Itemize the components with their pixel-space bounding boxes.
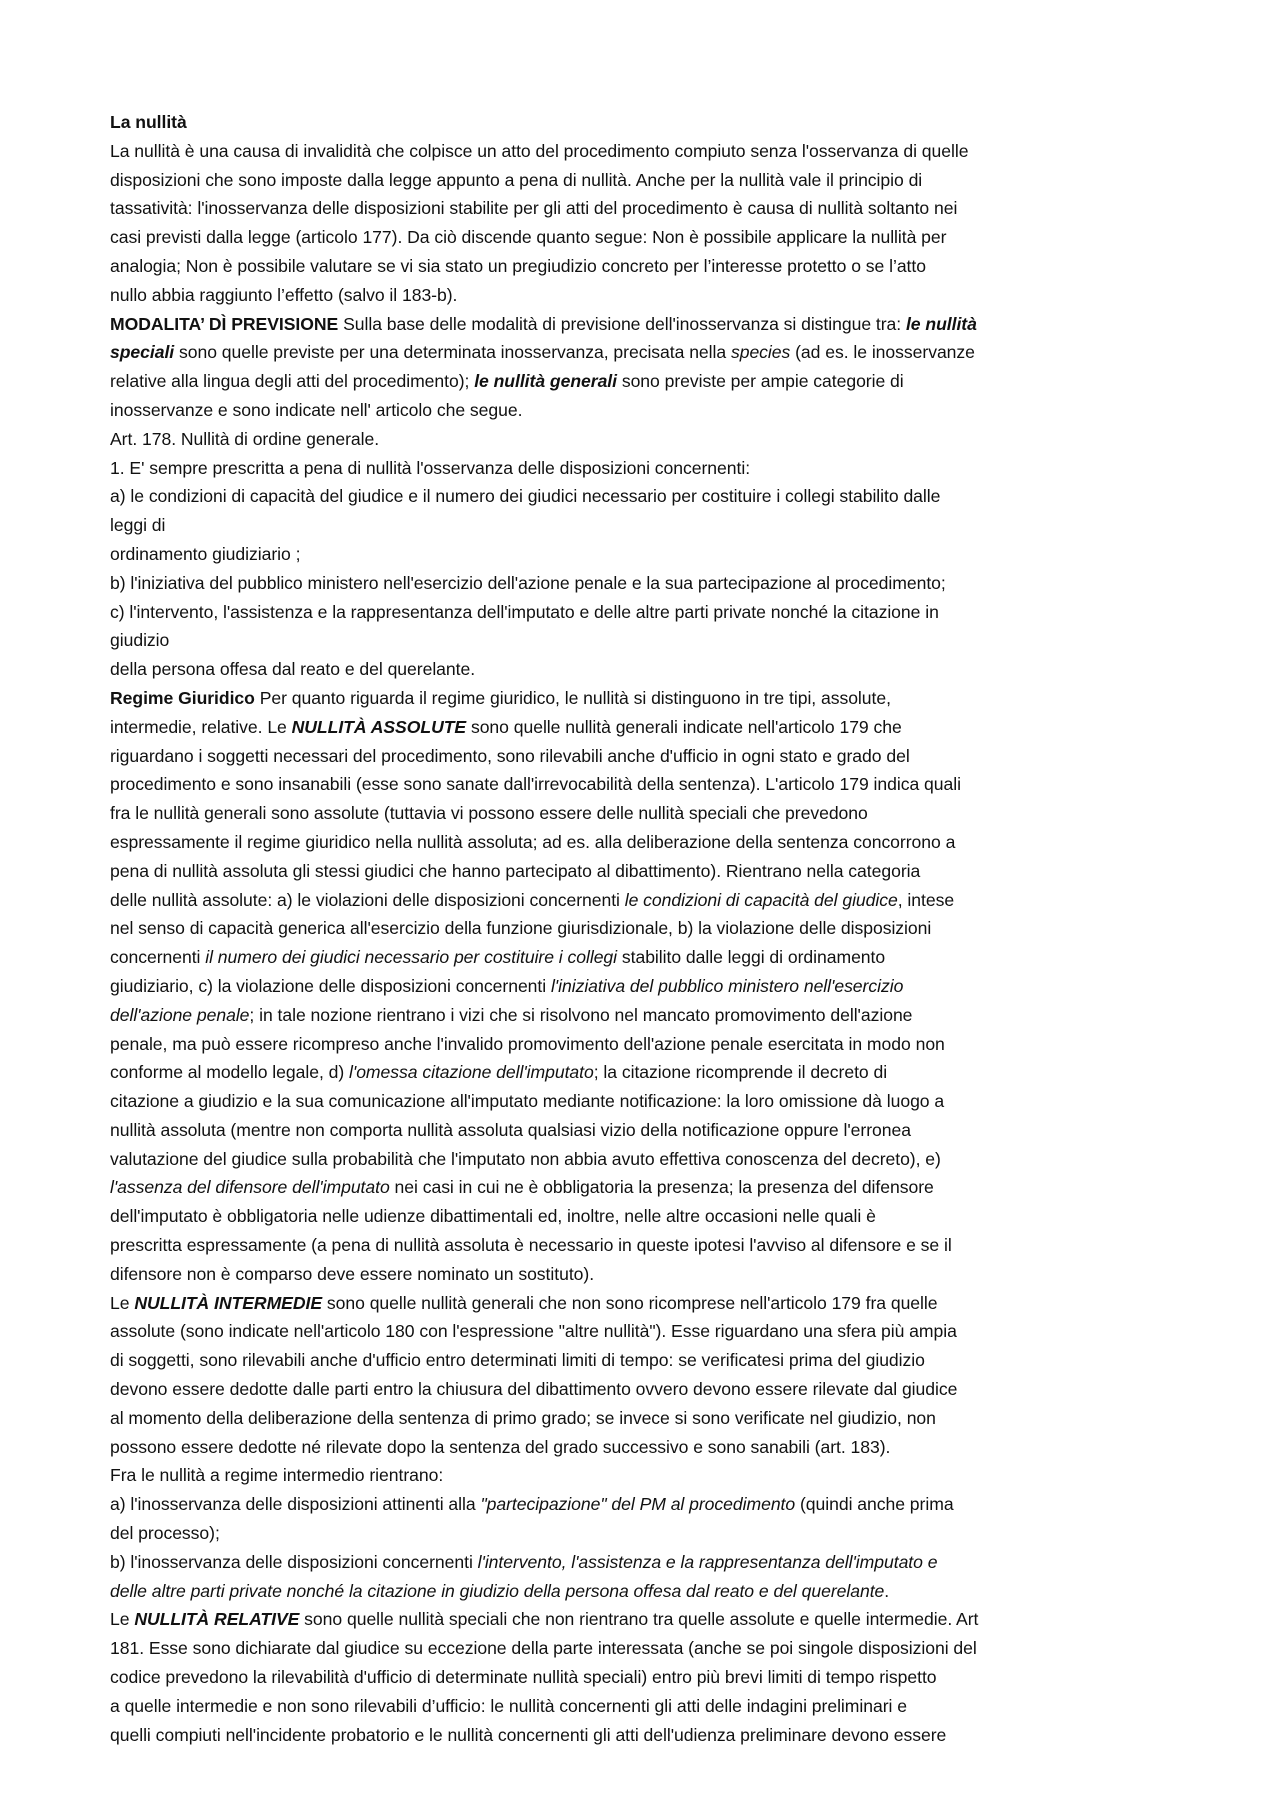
text-line bbox=[110, 655, 1190, 684]
text-line bbox=[110, 1145, 1190, 1174]
body-text: relative alla lingua degli atti del procedimento); bbox=[110, 371, 475, 392]
body-text: tassatività: l'inosservanza delle disposizioni stabilite per gli atti del procedimento è causa di nullità soltanto nei bbox=[110, 198, 958, 219]
italic-text: l'intervento, l'assistenza e la rappresentanza dell'imputato e bbox=[477, 1551, 938, 1572]
body-text: sono quelle nullità generali che non sono ricomprese nell'articolo 179 fra quelle bbox=[322, 1292, 938, 1313]
text-line bbox=[110, 1721, 1190, 1750]
body-text: di soggetti, sono rilevabili anche d'ufficio entro determinati limiti di tempo: se verificatesi prima del giudizio bbox=[110, 1350, 925, 1371]
italic-text: l'assenza del difensore dell'imputato bbox=[110, 1177, 390, 1198]
text-line bbox=[110, 108, 1190, 137]
body-text: stabilito dalle leggi di ordinamento bbox=[617, 947, 886, 968]
text-line bbox=[110, 1663, 1190, 1692]
italic-text: species bbox=[730, 342, 791, 363]
body-text: del processo); bbox=[110, 1523, 220, 1544]
body-text: delle nullità assolute: a) le violazioni delle disposizioni concernenti bbox=[110, 889, 625, 910]
text-line bbox=[110, 1404, 1190, 1433]
body-text: possono essere dedotte né rilevate dopo la sentenza del grado successivo e sono sanabili (art. 183). bbox=[110, 1436, 891, 1457]
italic-text: le condizioni di capacità del giudice bbox=[624, 889, 898, 910]
text-line bbox=[110, 1634, 1190, 1663]
body-text: procedimento e sono insanabili (esse sono sanate dall'irrevocabilità della sentenza). L'articolo 179 indica quali bbox=[110, 774, 961, 795]
text-line bbox=[110, 338, 1190, 367]
body-text: b) l'iniziativa del pubblico ministero nell'esercizio dell'azione penale e la sua partecipazione al procedimento; bbox=[110, 572, 946, 593]
body-text: Le bbox=[110, 1292, 135, 1313]
text-line bbox=[110, 1433, 1190, 1462]
body-text: b) l'inosservanza delle disposizioni concernenti bbox=[110, 1551, 478, 1572]
body-text: ; in tale nozione rientrano i vizi che si risolvono nel mancato promovimento dell'azione bbox=[249, 1004, 913, 1025]
emphasis-text: NULLITÀ RELATIVE bbox=[134, 1609, 300, 1630]
emphasis-text: La nullità bbox=[110, 112, 187, 132]
body-text: nei casi in cui ne è obbligatoria la presenza; la presenza del difensore bbox=[389, 1177, 934, 1198]
text-line bbox=[110, 828, 1190, 857]
body-text: 1. E' sempre prescritta a pena di nullità l'osservanza delle disposizioni concernenti: bbox=[110, 457, 751, 478]
text-line bbox=[110, 1605, 1190, 1634]
body-text: intermedie, relative. Le bbox=[110, 716, 292, 737]
emphasis-text: MODALITA’ DÌ PREVISIONE bbox=[110, 313, 339, 334]
body-text: fra le nullità generali sono assolute (tuttavia vi possono essere delle nullità speciali che prevedono bbox=[110, 803, 868, 824]
text-line bbox=[110, 396, 1190, 425]
text-line bbox=[110, 569, 1190, 598]
body-text: Fra le nullità a regime intermedio rientrano: bbox=[110, 1465, 444, 1486]
body-text: , intese bbox=[897, 889, 955, 910]
text-line bbox=[110, 511, 1190, 540]
body-text: (ad es. le inosservanze bbox=[790, 342, 975, 363]
body-text: dell'imputato è obbligatoria nelle udienze dibattimentali ed, inoltre, nelle altre occasioni nelle quali è bbox=[110, 1206, 876, 1227]
text-line bbox=[110, 1231, 1190, 1260]
text-line bbox=[110, 857, 1190, 886]
body-text: pena di nullità assoluta gli stessi giudici che hanno partecipato al dibattimento). Rientrano nella categoria bbox=[110, 860, 921, 881]
body-text: ordinamento giudiziario ; bbox=[110, 543, 301, 564]
emphasis-text: le nullità generali bbox=[474, 371, 617, 392]
body-text: 181. Esse sono dichiarate dal giudice su eccezione della parte interessata (anche se poi singole disposizioni del bbox=[110, 1638, 977, 1659]
body-text: (quindi anche prima bbox=[795, 1494, 954, 1515]
body-text: Per quanto riguarda il regime giuridico, le nullità si distinguono in tre tipi, assolute, bbox=[254, 687, 891, 708]
body-text: nel senso di capacità generica all'esercizio della funzione giurisdizionale, b) la violazione delle disposizioni bbox=[110, 918, 932, 939]
text-line bbox=[110, 713, 1190, 742]
body-text: a) l'inosservanza delle disposizioni attinenti alla bbox=[110, 1494, 481, 1515]
emphasis-text: NULLITÀ ASSOLUTE bbox=[291, 716, 467, 737]
text-line bbox=[110, 310, 1190, 339]
body-text: Art. 178. Nullità di ordine generale. bbox=[110, 428, 380, 449]
body-text: . bbox=[884, 1580, 890, 1601]
text-line bbox=[110, 1116, 1190, 1145]
text-line bbox=[110, 1260, 1190, 1289]
emphasis-text: le nullità bbox=[905, 313, 977, 334]
text-line bbox=[110, 943, 1190, 972]
body-text: giudizio bbox=[110, 630, 170, 651]
italic-text: dell'azione penale bbox=[110, 1004, 250, 1025]
text-line bbox=[110, 1289, 1190, 1318]
body-text: inosservanze e sono indicate nell' articolo che segue. bbox=[110, 399, 523, 420]
body-text: codice prevedono la rilevabilità d'ufficio di determinate nullità speciali) entro più brevi limiti di tempo rispetto bbox=[110, 1667, 937, 1688]
body-text: difensore non è comparso deve essere nominato un sostituto). bbox=[110, 1263, 595, 1284]
italic-text: "partecipazione" del PM al procedimento bbox=[480, 1494, 796, 1515]
text-line bbox=[110, 1548, 1190, 1577]
text-line bbox=[110, 194, 1190, 223]
text-line bbox=[110, 626, 1190, 655]
body-text: prescritta espressamente (a pena di nullità assoluta è necessario in queste ipotesi l'avviso al difensore e se il bbox=[110, 1235, 952, 1256]
text-line bbox=[110, 1461, 1190, 1490]
italic-text: delle altre parti private nonché la citazione in giudizio della persona offesa dal reato e del querelante bbox=[110, 1580, 885, 1601]
text-line bbox=[110, 1173, 1190, 1202]
body-text: riguardano i soggetti necessari del procedimento, sono rilevabili anche d'ufficio in ogni stato e grado del bbox=[110, 745, 910, 766]
body-text: della persona offesa dal reato e del querelante. bbox=[110, 659, 476, 680]
emphasis-text: speciali bbox=[110, 342, 175, 363]
body-text: sono quelle nullità speciali che non rientrano tra quelle assolute e quelle intermedie. Art bbox=[299, 1609, 979, 1630]
text-line bbox=[110, 1001, 1190, 1030]
text-line bbox=[110, 1202, 1190, 1231]
text-line bbox=[110, 886, 1190, 915]
text-line bbox=[110, 770, 1190, 799]
text-line bbox=[110, 166, 1190, 195]
body-text: assolute (sono indicate nell'articolo 180 con l'espressione "altre nullità"). Esse riguardano una sfera più ampia bbox=[110, 1321, 957, 1342]
text-line bbox=[110, 742, 1190, 771]
emphasis-text: NULLITÀ INTERMEDIE bbox=[134, 1292, 323, 1313]
text-line bbox=[110, 1030, 1190, 1059]
body-text: giudiziario, c) la violazione delle disposizioni concernenti bbox=[110, 975, 551, 996]
text-line bbox=[110, 1346, 1190, 1375]
text-line bbox=[110, 1087, 1190, 1116]
emphasis-text: Regime Giuridico bbox=[110, 687, 255, 708]
italic-text: l'iniziativa del pubblico ministero nell'esercizio bbox=[550, 975, 904, 996]
body-text: La nullità è una causa di invalidità che colpisce un atto del procedimento compiuto senza l'osservanza di quelle bbox=[110, 140, 969, 161]
body-text: devono essere dedotte dalle parti entro la chiusura del dibattimento ovvero devono essere rilevate dal giudice bbox=[110, 1379, 958, 1400]
body-text: nullità assoluta (mentre non comporta nullità assoluta qualsiasi vizio della notificazione oppure l'erronea bbox=[110, 1119, 911, 1140]
text-line bbox=[110, 914, 1190, 943]
document-page bbox=[110, 108, 1190, 1749]
body-text: leggi di bbox=[110, 515, 166, 536]
text-line bbox=[110, 684, 1190, 713]
text-line bbox=[110, 137, 1190, 166]
italic-text: l'omessa citazione dell'imputato bbox=[349, 1062, 594, 1083]
body-text: quelli compiuti nell'incidente probatorio e le nullità concernenti gli atti dell'udienza preliminare devono essere bbox=[110, 1724, 947, 1745]
body-text: conforme al modello legale, d) bbox=[110, 1062, 350, 1083]
text-line bbox=[110, 1692, 1190, 1721]
body-text: al momento della deliberazione della sentenza di primo grado; se invece si sono verificate nel giudizio, non bbox=[110, 1407, 936, 1428]
body-text: a) le condizioni di capacità del giudice e il numero dei giudici necessario per costituire i collegi stabilito dalle bbox=[110, 486, 941, 507]
text-line bbox=[110, 482, 1190, 511]
body-text: sono quelle nullità generali indicate nell'articolo 179 che bbox=[466, 716, 902, 737]
text-line bbox=[110, 252, 1190, 281]
body-text: espressamente il regime giuridico nella nullità assoluta; ad es. alla deliberazione della sentenza concorrono a bbox=[110, 831, 956, 852]
body-text: valutazione del giudice sulla probabilità che l'imputato non abbia avuto effettiva conoscenza del decreto), e) bbox=[110, 1148, 941, 1169]
body-text: a quelle intermedie e non sono rilevabili d’ufficio: le nullità concernenti gli atti delle indagini preliminari e bbox=[110, 1695, 907, 1716]
text-line bbox=[110, 367, 1190, 396]
text-line bbox=[110, 1490, 1190, 1519]
body-text: ; la citazione ricomprende il decreto di bbox=[593, 1062, 888, 1083]
body-text: concernenti bbox=[110, 947, 206, 968]
body-text: analogia; Non è possibile valutare se vi sia stato un pregiudizio concreto per l’interesse protetto o se l’atto bbox=[110, 255, 926, 276]
italic-text: il numero dei giudici necessario per costituire i collegi bbox=[205, 947, 618, 968]
text-line bbox=[110, 540, 1190, 569]
body-text: citazione a giudizio e la sua comunicazione all'imputato mediante notificazione: la loro omissione dà luogo a bbox=[110, 1091, 945, 1112]
text-line bbox=[110, 454, 1190, 483]
body-text: nullo abbia raggiunto l’effetto (salvo il 183-b). bbox=[110, 284, 458, 305]
text-line bbox=[110, 1375, 1190, 1404]
text-line bbox=[110, 223, 1190, 252]
body-text: Sulla base delle modalità di previsione dell'inosservanza si distingue tra: bbox=[338, 313, 906, 334]
body-text: penale, ma può essere ricompreso anche l'invalido promovimento dell'azione penale esercitata in modo non bbox=[110, 1033, 945, 1054]
body-text: casi previsti dalla legge (articolo 177). Da ciò discende quanto segue: Non è possibile applicare la nullità per bbox=[110, 227, 947, 248]
text-line bbox=[110, 1058, 1190, 1087]
text-line bbox=[110, 1317, 1190, 1346]
text-line bbox=[110, 281, 1190, 310]
body-text: Le bbox=[110, 1609, 135, 1630]
body-text: sono quelle previste per una determinata inosservanza, precisata nella bbox=[174, 342, 731, 363]
text-line bbox=[110, 799, 1190, 828]
text-line bbox=[110, 972, 1190, 1001]
body-text: sono previste per ampie categorie di bbox=[616, 371, 904, 392]
body-text: disposizioni che sono imposte dalla legge appunto a pena di nullità. Anche per la nullità vale il principio di bbox=[110, 169, 923, 190]
body-text: c) l'intervento, l'assistenza e la rappresentanza dell'imputato e delle altre parti private nonché la citazione in bbox=[110, 601, 939, 622]
text-line bbox=[110, 1519, 1190, 1548]
text-line bbox=[110, 598, 1190, 627]
text-line bbox=[110, 1577, 1190, 1606]
text-line bbox=[110, 425, 1190, 454]
